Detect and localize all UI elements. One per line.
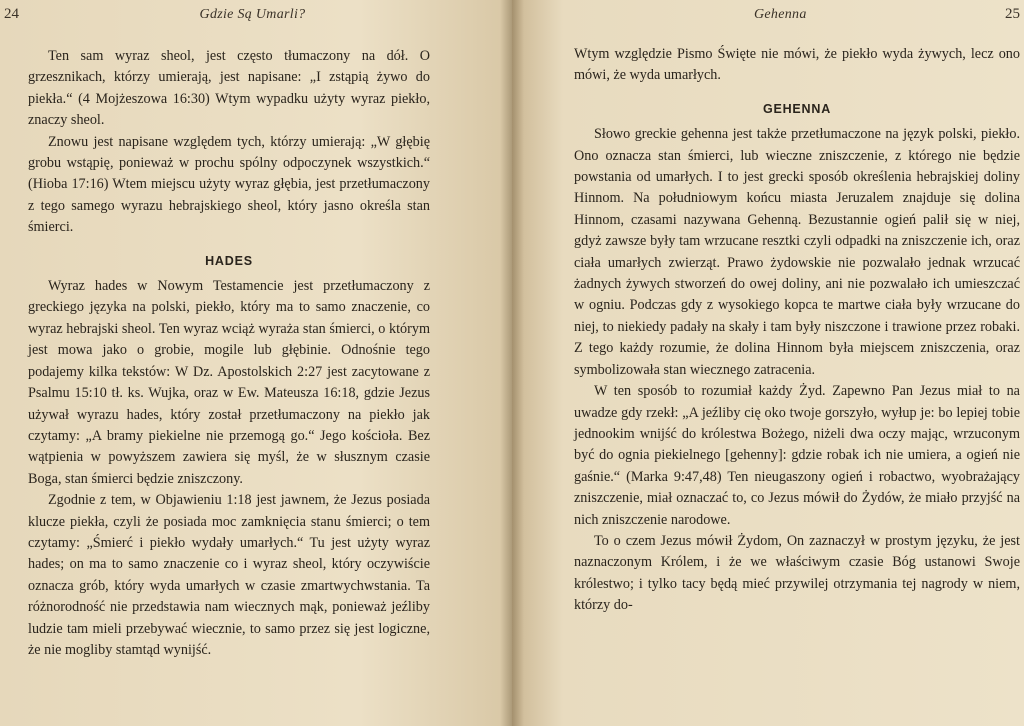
right-running-head (574, 6, 1020, 30)
paragraph: Zgodnie z tem, w Objawieniu 1:18 jest jawnem, że Jezus posiada klucze piekła, czyli że posiada moc zamknięcia stanu śmierci; o tem czytamy: „Śmierć i piekło wydały umarłych.“ Tu jest użyty wyraz hades; on ma to samo znaczenie co i wyraz sheol, który oczywiście oznacza grób, który wyda umarłych w czasie zmartwychwstania. Ta różnorodność nie przedstawia nam wiecznych mąk, ponieważ jeźliby ludzie tam mieli przebywać wiecznie, to samo przez się jest logiczne, że nie mogliby stamtąd wynijść. (28, 492, 430, 658)
paragraph: W ten sposób to rozumiał każdy Żyd. Zapewno Pan Jezus miał to na uwadze gdy rzekł: „A jeźliby cię oko twoje gorszyło, wyłup je: bo lepiej tobie jednookim wnijść do królestwa Bożego, niżeli dwa oczy mając, wrzuconym być do ognia piekielnego [gehenny]: gdzie robak ich nie umiera, a ogień nie gaśnie.“ (Marka 9:47,48) Ten nieugaszony ogień i robactwo, wyobrażający zniszczenie, miał oznaczać to, co Jezus mówił do Żydów, że miało przyjść na nich zniszczenie narodowe. (574, 383, 1020, 528)
paragraph: Wtym względzie Pismo Święte nie mówi, że piekło wyda żywych, lecz ono mówi, że wyda umarłych. (574, 46, 1020, 84)
right-page (512, 0, 1024, 726)
left-page-text (28, 46, 430, 661)
paragraph: Ten sam wyraz sheol, jest często tłumaczony na dół. O grzesznikach, którzy umierają, jest napisane: „I zstąpią żywo do piekła.“ (4 Mojżeszowa 16:30) Wtym wypadku użyty wyraz piekło, znaczy sheol. (28, 48, 430, 129)
paragraph: Słowo greckie gehenna jest także przetłumaczone na język polski, piekło. Ono oznacza stan śmierci, lub wieczne zniszczenie, z którego nie będzie powstania od umarłych. I to jest grecki sposób określenia hebrajskiej doliny Hinnom. Na południowym końcu miasta Jeruzalem znajduje się dolina Hinnom, czasami nazywana Gehenną. Bezustannie ogień palił się w niej, gdyż zawsze były tam wrzucane resztki czyli odpadki na zniszczenie ich, oraz ciała umarłych zwierząt. Prawo żydowskie nie pozwalało jednak wrzucać żadnych żywych stworzeń do owej doliny, ani nie pozwalało ich umieszczać w ogniu. Podczas gdy z wysokiego kopca te martwe ciała były wrzucane do niej, to niekiedy padały na skały i tam były niszczone i trawione przez robaki. Z tego każdy rozumie, że dolina Hinnom była miejscem zniszczenia, oraz symbolizowała stan wiecznego zatracenia. (574, 126, 1020, 378)
paragraph: Znowu jest napisane względem tych, którzy umierają: „W głębię grobu wstąpię, ponieważ w prochu spólny odpoczynek wszystkich.“ (Hioba 17:16) Wtem miejscu użyty wyraz głębia, jest przetłumaczony z tego samego wyrazu hebrajskiego sheol, który jasno określa stan śmierci. (28, 133, 430, 236)
paragraph: To o czem Jezus mówił Żydom, On zaznaczył w prostym języku, że jest naznaczonym Królem, i że we właściwym czasie Bóg ustanowi Swoje królestwo; i tylko tacy będą mieć przywilej otrzymania tej nagrody w niem, którzy do- (574, 532, 1020, 614)
section-heading: GEHENNA (762, 101, 832, 116)
right-page-number: 25 (1005, 6, 1020, 22)
right-running-title: Gehenna (754, 7, 807, 22)
section-heading: HADES (205, 253, 253, 268)
left-running-title: Gdzie Są Umarli? (199, 7, 306, 22)
paragraph: Wyraz hades w Nowym Testamencie jest przetłumaczony z greckiego języka na polski, piekło, który ma to samo znaczenie, co wyraz hebrajski sheol. Ten wyraz wciąż wyraża stan śmierci, o którym jest mowa jako o grobie, mogile lub głębinie. Odnośnie tego podajemy kilka tekstów: W Dz. Apostolskich 2:27 jest zacytowane z Psalmu 15:10 tł. ks. Wujka, oraz w Ew. Mateusza 16:18, gdzie Jezus używał wyrazu hades, który został przetłumaczony na piekło jak czytamy: „A bramy piekielne nie przemogą go.“ Jego kościoła. Bez wątpienia w powyższem zawiera się myśl, że w słusznym czasie Boga, stan śmierci będzie zniszczony. (28, 278, 430, 487)
left-page-number: 24 (4, 6, 19, 22)
left-running-head (4, 6, 486, 30)
right-page-text (574, 44, 1020, 617)
